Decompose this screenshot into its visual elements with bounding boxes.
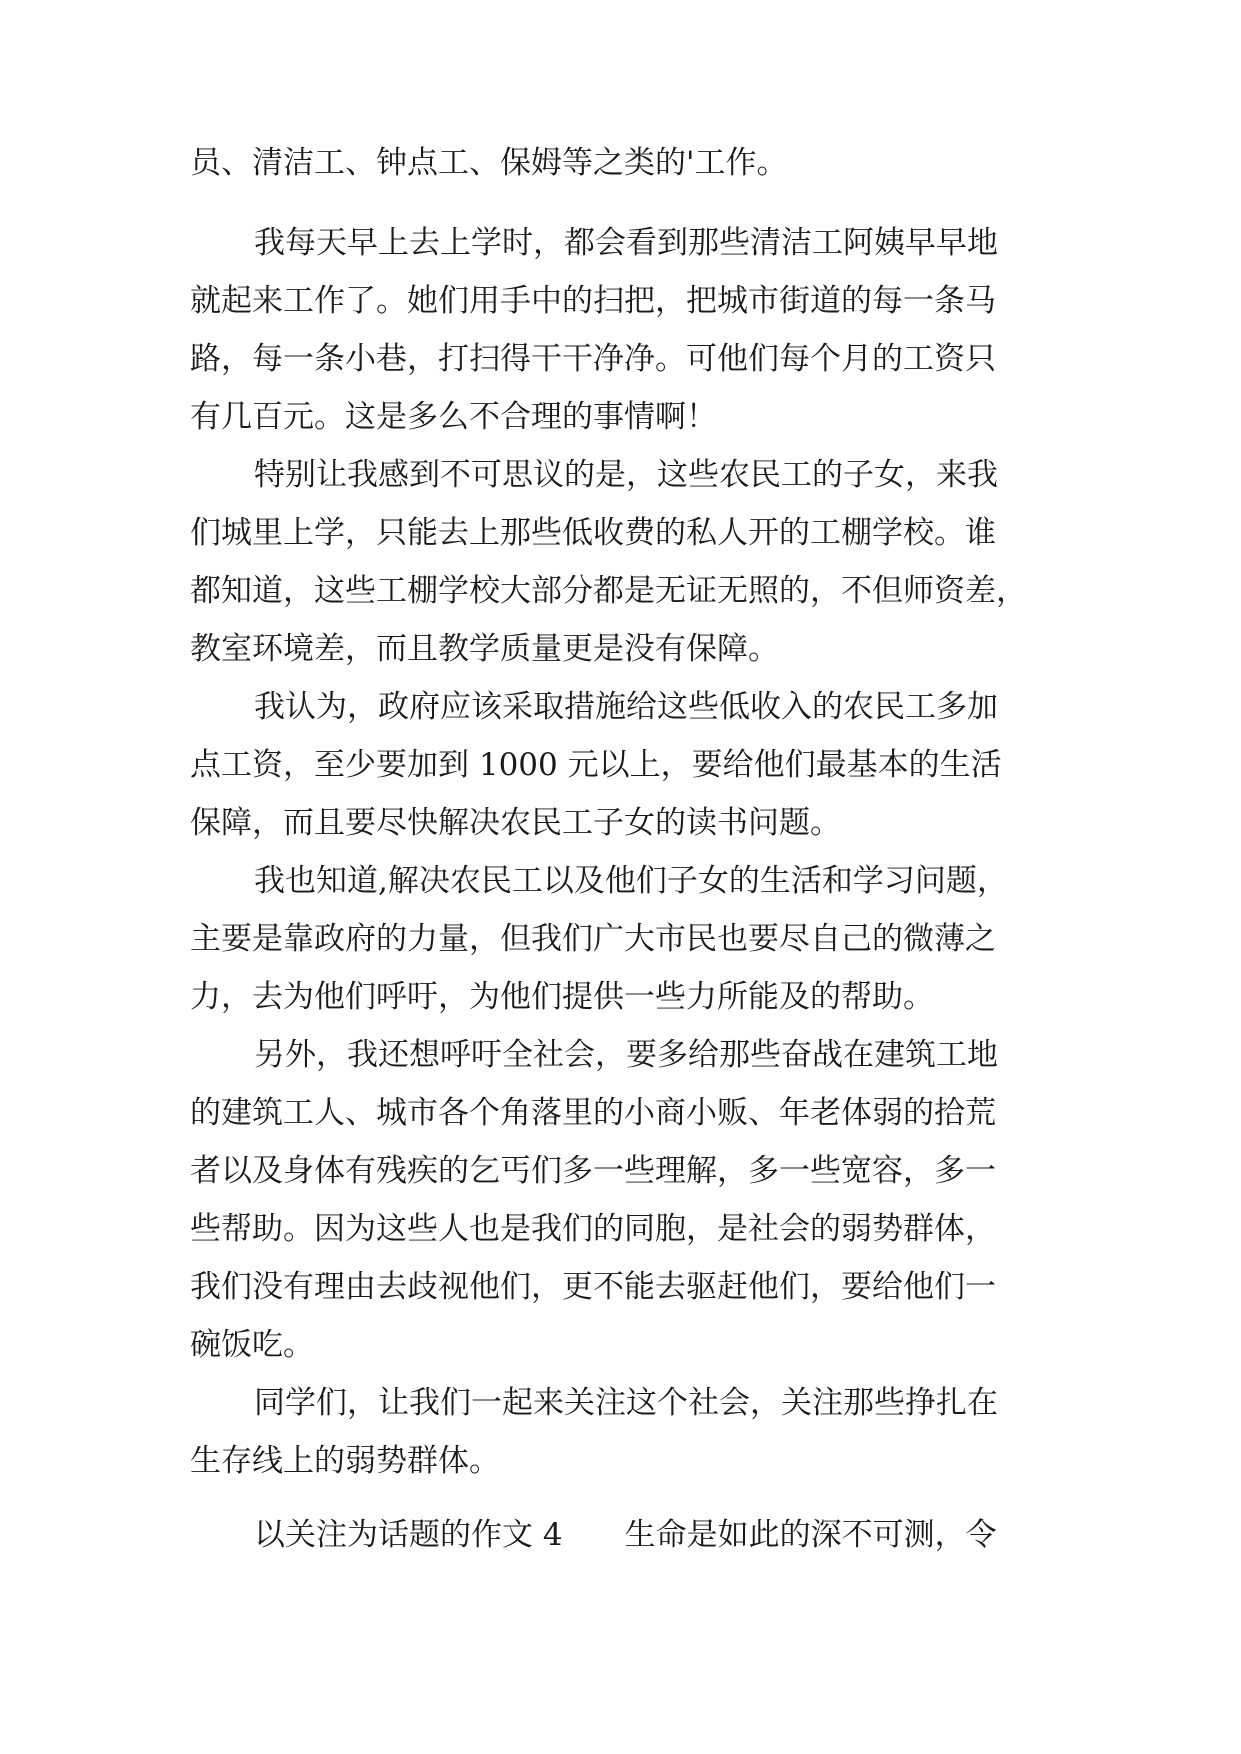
paragraph-first-line: 我也知道,解决农民工以及他们子女的生活和学习问题， — [254, 863, 1008, 899]
text-line: 碗饭吃。 — [190, 1327, 314, 1363]
paragraph-first-line: 同学们，让我们一起来关注这个社会，关注那些挣扎在 — [254, 1385, 998, 1421]
text-line: 们城里上学，只能去上那些低收费的私人开的工棚学校。谁 — [190, 515, 996, 551]
text-line: 就起来工作了。她们用手中的扫把，把城市街道的每一条马 — [190, 283, 996, 319]
text-line: 些帮助。因为这些人也是我们的同胞，是社会的弱势群体， — [190, 1211, 996, 1247]
paragraph-first-line: 另外，我还想呼吁全社会，要多给那些奋战在建筑工地 — [254, 1037, 998, 1073]
text-line: 点工资，至少要加到 1000 元以上，要给他们最基本的生活 — [190, 747, 1002, 783]
text-line: 保障，而且要尽快解决农民工子女的读书问题。 — [190, 805, 841, 841]
paragraph-first-line: 以关注为话题的作文 4 生命是如此的深不可测，令 — [254, 1517, 997, 1553]
text-line: 的建筑工人、城市各个角落里的小商小贩、年老体弱的拾荒 — [190, 1095, 996, 1131]
text-line: 力，去为他们呼吁，为他们提供一些力所能及的帮助。 — [190, 979, 934, 1015]
text-line: 我们没有理由去歧视他们，更不能去驱赶他们，要给他们一 — [190, 1269, 996, 1305]
text-line: 路，每一条小巷，打扫得干干净净。可他们每个月的工资只 — [190, 341, 996, 377]
paragraph-first-line: 我每天早上去上学时，都会看到那些清洁工阿姨早早地 — [254, 225, 998, 261]
text-line: 员、清洁工、钟点工、保姆等之类的'工作。 — [190, 145, 788, 181]
text-line: 者以及身体有残疾的乞丐们多一些理解，多一些宽容，多一 — [190, 1153, 996, 1189]
text-line: 教室环境差，而且教学质量更是没有保障。 — [190, 631, 779, 667]
text-line: 有几百元。这是多么不合理的事情啊！ — [190, 399, 717, 435]
text-line: 都知道，这些工棚学校大部分都是无证无照的，不但师资差， — [190, 573, 1027, 609]
paragraph-first-line: 特别让我感到不可思议的是，这些农民工的子女，来我 — [254, 457, 998, 493]
paragraph-first-line: 我认为，政府应该采取措施给这些低收入的农民工多加 — [254, 689, 998, 725]
text-line: 生存线上的弱势群体。 — [190, 1443, 500, 1479]
text-line: 主要是靠政府的力量，但我们广大市民也要尽自己的微薄之 — [190, 921, 996, 957]
